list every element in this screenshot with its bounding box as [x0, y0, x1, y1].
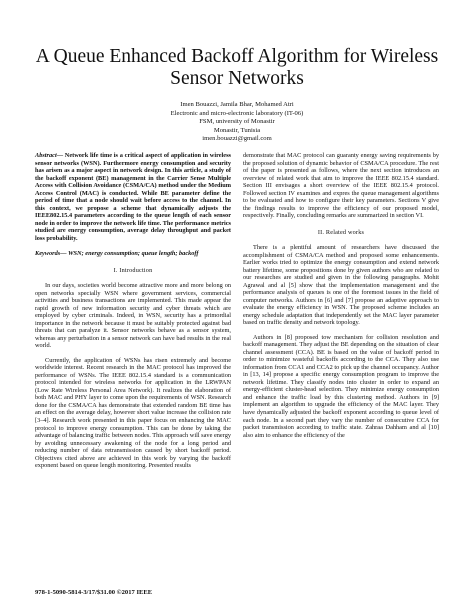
intro-paragraph-3: demonstrate that MAC protocol can guaranty energy saving requirements by the proposed solution of dynamic behavior of CSMA/CA procedure. The rest of the paper is presented as follows, where the next section introduces an overview of related work that aim to improve the IEEE 802.15.4 standard. Section III envisages a short overview of the IEEE 802.15.4 protocol. Followed section IV examines and expres the queue management algorithms to be evaluated and how to configure their key parameters. Sections V give the findings results to improve the efficiency of our proposed model, respectively. Finally, concluding remarks are summarized in section VI. [243, 152, 439, 220]
intro-paragraph-2: Currently, the application of WSNs has risen extremely and become worldwide interest. Recent research in the MAC protocol has improved the performance of WSNs. The IEEE 802.15.4 standard is a communication protocol intended for wireless networks for application in the LRWPAN (Low Rate Wireless Personal Area Network). It realizes the elaboration of both MAC and PHY layer to come upon the requirements of WSN. Research done for the CSMA/CA has demonstrate that extended random BE time has an effect on the average delay, however short value increase the collision rate [3–4]. Research work presented in this paper focus on enhancing the MAC protocol to improve energy consumption. This can be done by taking the advantage of balancing traffic between nodes. This approach will save energy by avoiding unnecessary awakening of the node for a long period and reducing number of data retransmission caused by short backoff period. Objectives cited above are achieved in this work by varying the backoff exponent based on queue length monitoring. Presented results [35, 356, 231, 470]
author-names: Imen Bouazzi, Jamila Bhar, Mohamed Atri [180, 101, 294, 108]
affiliation-line-1: Electronic and micro-electronic laboratory (IT-06) [170, 109, 304, 117]
copyright-footer: 978-1-5090-5814-3/17/$31.00 ©2017 IEEE [35, 589, 153, 596]
right-column [243, 152, 439, 439]
section-heading-related-works: II. Related works [317, 228, 365, 236]
keywords [35, 250, 231, 258]
left-column [35, 152, 231, 470]
abstract-text: — Network life time is a critical aspect of application in wireless sensor networks (WSN). Furthermore energy consumption and security has arisen as a major aspect in network design. In this article, a study of the backoff exponent (BE) management in the Carrier Sense Multiple Access with Collision Avoidance (CSMA/CA) method under the Medium Access Control (MAC) is conducted. While BE parameter define the period of time that a node should wait before access to the channel. In this context, we propose a scheme that dynamically adjusts the IEEE802.15.4 parameters according to the queue length of each sensor node in order to improve the network life time. The performance metrics studied are energy consumption, average delay throughput and packet loss probability. [35, 152, 231, 242]
abstract [35, 152, 231, 242]
related-paragraph-1: There is a plentiful amount of researchers have discussed the accomplishment of CSMA/CA method and proposed some enhancements. Earlier works tried to optimize the energy consumption and extend network battery lifetime, some propositions done by given authors who are related to our researches are studied and given in the following paragraphs. Mohit Agrawal and al [5] show that the implementation management and the performance analysis of queues is one of the foremost issues in the field of computer networks. Authors in [6] and [7] propose an adaptive approach to evaluate the energy efficiency in WSN. The proposed scheme includes an energy schedule adaptation that independently set the MAC layer parameter based on traffic density and network topology. [243, 244, 439, 327]
paper-title [20, 46, 454, 90]
author-block [60, 101, 414, 144]
affiliation-line-2: FSM, university of Monastir [199, 118, 275, 126]
keywords-text: — WSN; energy consumption; queue length; backoff [60, 250, 199, 258]
keywords-label: Keywords [35, 250, 61, 258]
paper-title-line-1: A Queue Enhanced Backoff Algorithm for Wireless [35, 46, 439, 67]
section-heading-introduction: I. Introduction [113, 266, 153, 274]
author-email: imen.bouazzi@gmail.com [202, 135, 272, 143]
intro-paragraph-1: In our days, societies world become attractive more and more belong on open networks specially WSN where government services, commercial activities and business transactions are implemented. This made appear the rapid growth of new information security and cyber threats which are employed by cyber criminals. Indeed, in WSN, security has a primordial importance in the network because it must be suitably protected against bad threats that can paralyze it. Sensor networks behave as a sensor system, whereas any perturbation in a sensor network can have bad results in the real world. [35, 282, 231, 350]
related-paragraph-2: Authors in [8] proposed tow mechanism for collision resolution and backoff management. They adjust the BE depending on the situation of clear channel assessment (CCA). BE is based on the value of backoff period in order to minimize wasteful backoffs according to the CCA. They also use information from CCA1 and CCA2 to pick up the channel occupancy. Author in [13, 14] propose a specific energy consumption program to improve the network lifetime. They classify nodes into cluster in order to expand an energy-efficient cluster-head selection. They minimize energy consumption and enhance the traffic load by this clustering method. Authors in [9] implement an algorithm to upgrade the efficiency of the MAC layer. They have dynamically adjusted the backoff exponent according to queue level of each node. In a second part they vary the number of consecutive CCA for packet transmission according to traffic state. Zahraa Dahham and al [10] also aim to enhance the efficiency of the [243, 333, 439, 439]
affiliation-line-3: Monastir, Tunisia [213, 126, 261, 134]
abstract-label: Abstract [35, 152, 57, 159]
paper-title-line-2: Sensor Networks [170, 68, 304, 89]
